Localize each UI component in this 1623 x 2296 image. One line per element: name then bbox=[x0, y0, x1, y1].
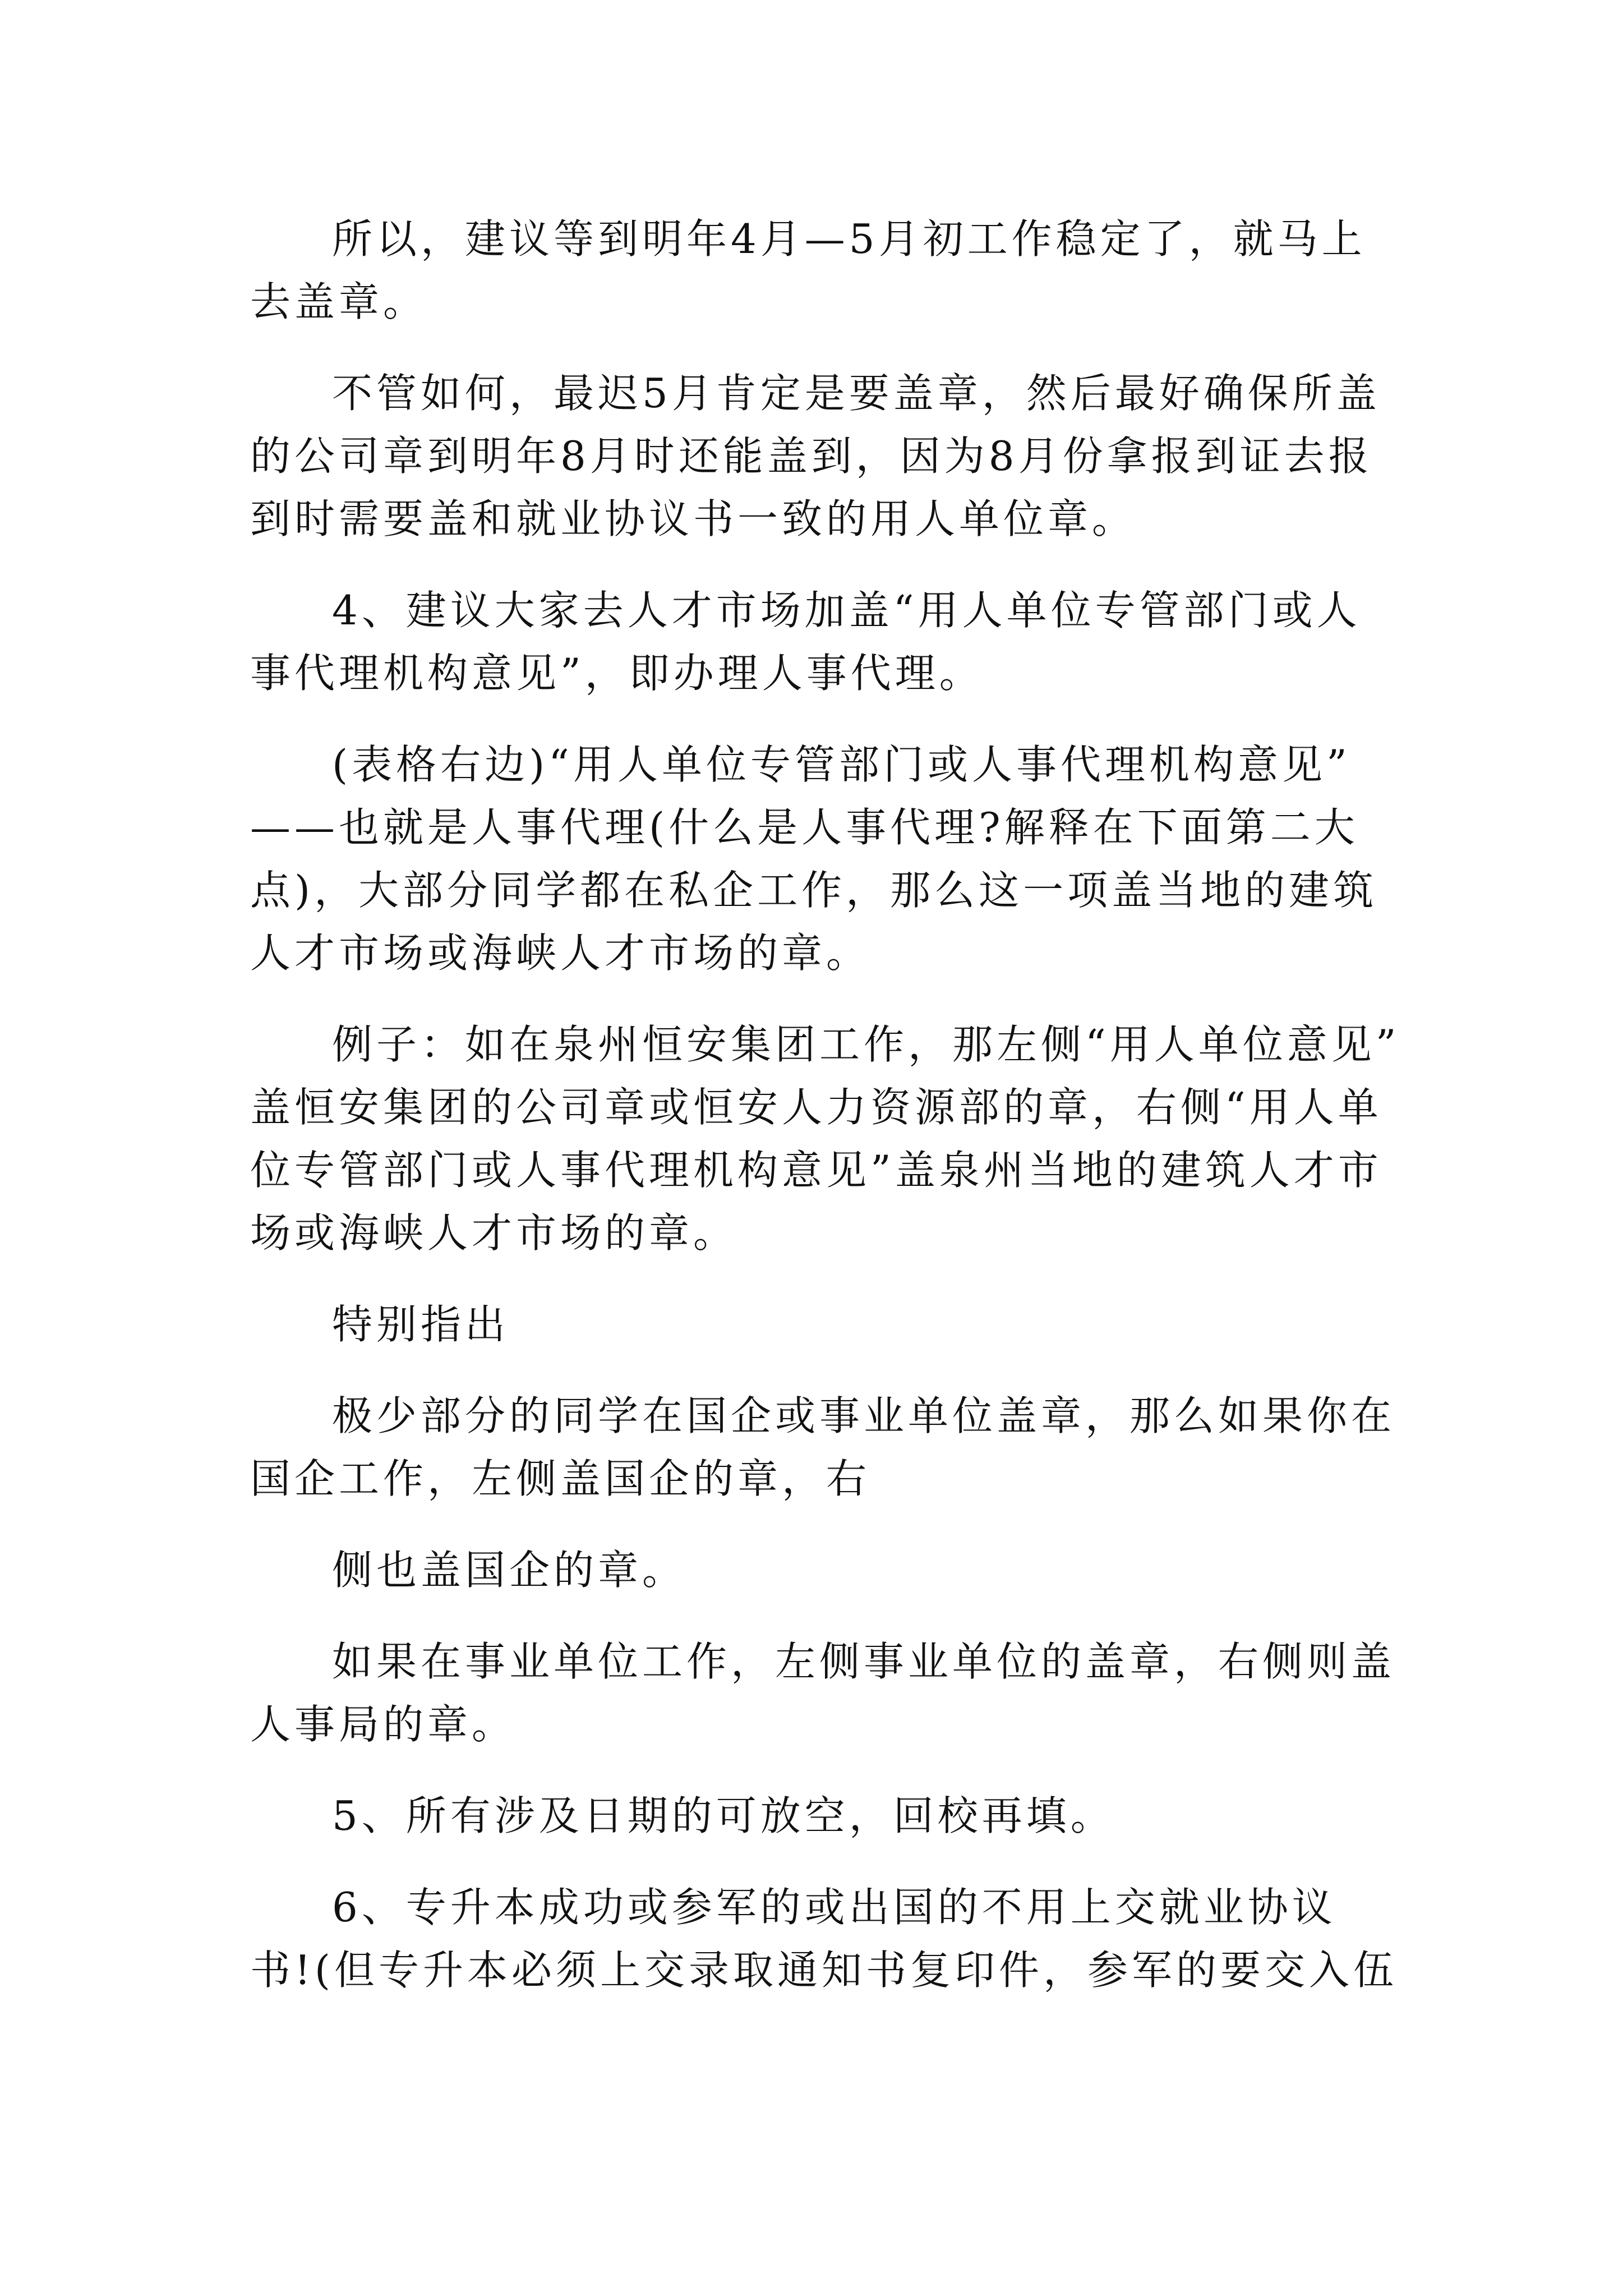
text-line: 去盖章。 bbox=[250, 278, 428, 325]
text-line: 到时需要盖和就业协议书一致的用人单位章。 bbox=[250, 495, 1137, 542]
text-line: 如果在事业单位工作，左侧事业单位的盖章，右侧则盖 bbox=[332, 1638, 1396, 1685]
text-line: 侧也盖国企的章。 bbox=[332, 1547, 687, 1594]
text-line: 位专管部门或人事代理机构意见”盖泉州当地的建筑人才市 bbox=[250, 1147, 1382, 1194]
text-line: (表格右边)“用人单位专管部门或人事代理机构意见” bbox=[332, 741, 1351, 788]
text-line: ——也就是人事代理(什么是人事代理?解释在下面第二大 bbox=[250, 804, 1359, 851]
text-line: 例子：如在泉州恒安集团工作，那左侧“用人单位意见” bbox=[332, 1021, 1400, 1068]
text-line: 的公司章到明年8月时还能盖到，因为8月份拿报到证去报 bbox=[250, 432, 1373, 480]
text-line: 人才市场或海峡人才市场的章。 bbox=[250, 930, 871, 977]
text-line: 人事局的章。 bbox=[250, 1701, 517, 1748]
text-line: 国企工作，左侧盖国企的章，右 bbox=[250, 1455, 871, 1502]
text-line: 盖恒安集团的公司章或恒安人力资源部的章，右侧“用人单 bbox=[250, 1084, 1382, 1131]
text-line: 不管如何，最迟5月肯定是要盖章，然后最好确保所盖 bbox=[332, 370, 1381, 417]
text-line: 特别指出 bbox=[332, 1301, 510, 1348]
text-line: 所以，建议等到明年4月—5月初工作稳定了，就马上 bbox=[332, 215, 1366, 263]
text-line: 点)，大部分同学都在私企工作，那么这一项盖当地的建筑 bbox=[250, 867, 1378, 914]
text-line: 4、建议大家去人才市场加盖“用人单位专管部门或人 bbox=[332, 587, 1361, 634]
body-text bbox=[250, 208, 1400, 2001]
text-line: 场或海峡人才市场的章。 bbox=[250, 1209, 738, 1257]
text-line: 6、专升本成功或参军的或出国的不用上交就业协议 bbox=[332, 1884, 1336, 1931]
text-line: 书!(但专升本必须上交录取通知书复印件，参军的要交入伍 bbox=[250, 1947, 1398, 1994]
text-line: 极少部分的同学在国企或事业单位盖章，那么如果你在 bbox=[332, 1392, 1396, 1439]
text-line: 5、所有涉及日期的可放空，回校再填。 bbox=[332, 1792, 1115, 1839]
text-line: 事代理机构意见”，即办理人事代理。 bbox=[250, 650, 984, 697]
